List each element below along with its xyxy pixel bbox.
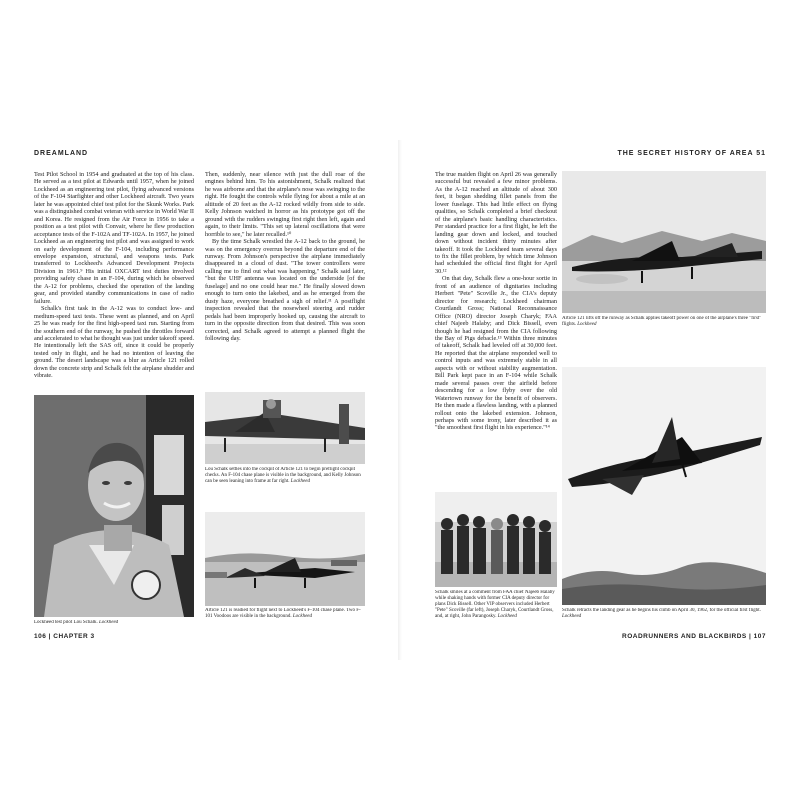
caption-text: Lockheed test pilot Lou Schalk. [34,620,99,625]
caption-readied [205,608,365,624]
photo-cockpit-preflight [205,392,365,464]
running-head-right: THE SECRET HISTORY OF AREA 51 [617,150,766,157]
caption-text: Schalk smiles at a comment from FAA chief Najeeb Halaby while shaking hands with former CIA deputy director for plans Dick Bissell. Other VIP observers included Herbert "Pete" Scoville (far left), Joseph Charyk, Courtlandt Gross, and, at right, John Parangosky. [435,590,555,620]
photo-pilot-portrait [34,395,194,617]
paragraph: Schalk's first task in the A-12 was to conduct low- and medium-speed taxi tests. These went as planned, and on April 25 he was ready for the first high-speed taxi run. Starting from the southern end of the runway, he pushed the throttles forward and accelerated to what he thought was just under takeoff speed. He intentionally left the SAS off, since it could be properly tested only in flight, and he had no intention of leaving the ground. The desert landscape was a blur as Article 121 rolled down the concrete strip and Schalk felt the airplane shudder and vibrate. [34,305,194,380]
caption-text: Lou Schalk settles into the cockpit of Article 121 to begin preflight cockpit checks. An F-104 chase plane is visible in the background, and Kelly Johnson can be seen leaning into frame at far right. [205,467,361,485]
caption-pilot [34,620,194,628]
photo-article-121-readied [205,512,365,606]
photo-credit: Lockheed [562,614,582,620]
caption-text: Article 121 is readied for flight next to Lockheed's F-104 chase plane. Two F-101 Voodoos are visible in the background. [205,608,361,620]
caption-observers [435,590,557,628]
photo-credit: Lockheed [99,620,119,625]
text-column-3 [435,171,557,489]
book-gutter [398,140,402,660]
photo-gear-retract [562,367,766,605]
photo-credit: Lockheed [577,322,597,328]
caption-text: Article 121 lifts off the runway as Schalk applies takeoff power on one of the airplane's three "first" flights. [562,316,762,328]
paragraph: The true maiden flight on April 26 was generally successful but revealed a few minor problems. As the A-12 reached an altitude of about 300 feet, it began shedding fillet panels from the lower fuselage. This had little effect on flying qualities, so Schalk completed a brief checkout of the airplane's basic handling characteristics. Per standard practice for a first flight, he left the landing gear down and locked, and touched down without incident thirty minutes after takeoff. It took the Lockheed team several days to fix the fillet problem, by which time Johnson had scheduled the official first flight for April 30.¹² [435,171,557,275]
paragraph: By the time Schalk wrestled the A-12 back to the ground, he was on the emergency overrun beyond the departure end of the runway. From Johnson's perspective the airplane immediately disappeared in a cloud of dust. "The tower controllers were calling me to find out what was happening," Schalk said later, "but the UHF antenna was located on the underside [of the fuselage] and no one could hear me." He finally slowed down enough to turn onto the lakebed, and as he emerged from the dusty haze, everyone breathed a sigh of relief.¹¹ A postflight inspection revealed that the nosewheel steering and rudder pedals had been improperly hooked up, causing the aircraft to turn in the opposite direction from that desired. This was soon corrected, and Schalk agreed to attempt a planned flight the following day. [205,238,365,342]
paragraph: Test Pilot School in 1954 and graduated at the top of his class. He served as a test pilot at Edwards until 1957, when he joined Lockheed as an engineering test pilot, flying advanced versions of the F-104 Starfighter and other Lockheed aircraft. Two years later he was appointed chief test pilot for the Skunk Works. Park was a distinguished combat veteran with service in World War II and Korea. He resigned from the Air Force in 1956 to take a position as a test pilot with Convair, where he flew production acceptance tests of the F-102A and TF-102A. In 1957, he joined Lockheed as an engineering test pilot and was assigned to work on early development of the F-104, including performance envelope expansion, structural, and weapons tests. Park transferred to Lockheed's Advanced Development Projects Division in 1961.⁹ His initial OXCART test duties involved providing safety chase in an F-104, during which he observed the A-12 for problems, checked the operation of the landing gear, and provided standby communications in case of radio failure. [34,171,194,305]
caption-text: Schalk retracts the landing gear as he begins his climb on April 30, 1962, for the official first flight. [562,608,761,613]
folio-left: 106 | CHAPTER 3 [34,633,95,640]
running-head-left: DREAMLAND [34,150,89,157]
folio-right: ROADRUNNERS AND BLACKBIRDS | 107 [622,633,766,640]
text-column-1 [34,171,194,389]
caption-cockpit [205,467,365,498]
photo-credit: Lockheed [497,614,517,620]
photo-article-121-liftoff [562,171,766,313]
caption-retract [562,608,766,624]
text-column-2 [205,171,365,391]
caption-liftoff [562,316,766,336]
paragraph: On that day, Schalk flew a one-hour sortie in front of an audience of dignitaries including Herbert "Pete" Scoville Jr., the CIA's deputy director for research; Lockheed chairman Courtlandt Gross; National Reconnaissance Office (NRO) director Joseph Charyk; FAA chief Najeeb Halaby; and Dick Bissell, even though he had resigned from the CIA following the Bay of Pigs debacle.¹³ Within three minutes of takeoff, Schalk had leveled off at 30,000 feet. He reported that the airplane responded well to control inputs and was extremely stable in all aspects with or without stability augmentation. Bill Park kept pace in an F-104 while Schalk made several passes over the airfield before descending for a low flyby over the old Watertown runway for the benefit of observers. He then made a flawless landing, with a planned rollout onto the lakebed extension. Johnson, perhaps with some irony, later described it as "the smoothest first flight in his experience."¹⁴ [435,275,557,432]
photo-credit: Lockheed [290,479,310,485]
paragraph: Then, suddenly, near silence with just the dull roar of the engines behind him. To his astonishment, Schalk realized that he was airborne and that the airplane's nose was swinging to the right. He fought the controls while flying for about a mile at an altitude of 20 feet as the A-12 rocked wildly from side to side. Kelly Johnson watched in horror as his prototype got off the ground with the rudders swinging first right then left, again and again, to their limits. "This set up lateral oscillations that were horrible to see," he later recalled.¹⁰ [205,171,365,238]
photo-credit: Lockheed [292,614,313,620]
photo-vip-observers [435,492,557,587]
